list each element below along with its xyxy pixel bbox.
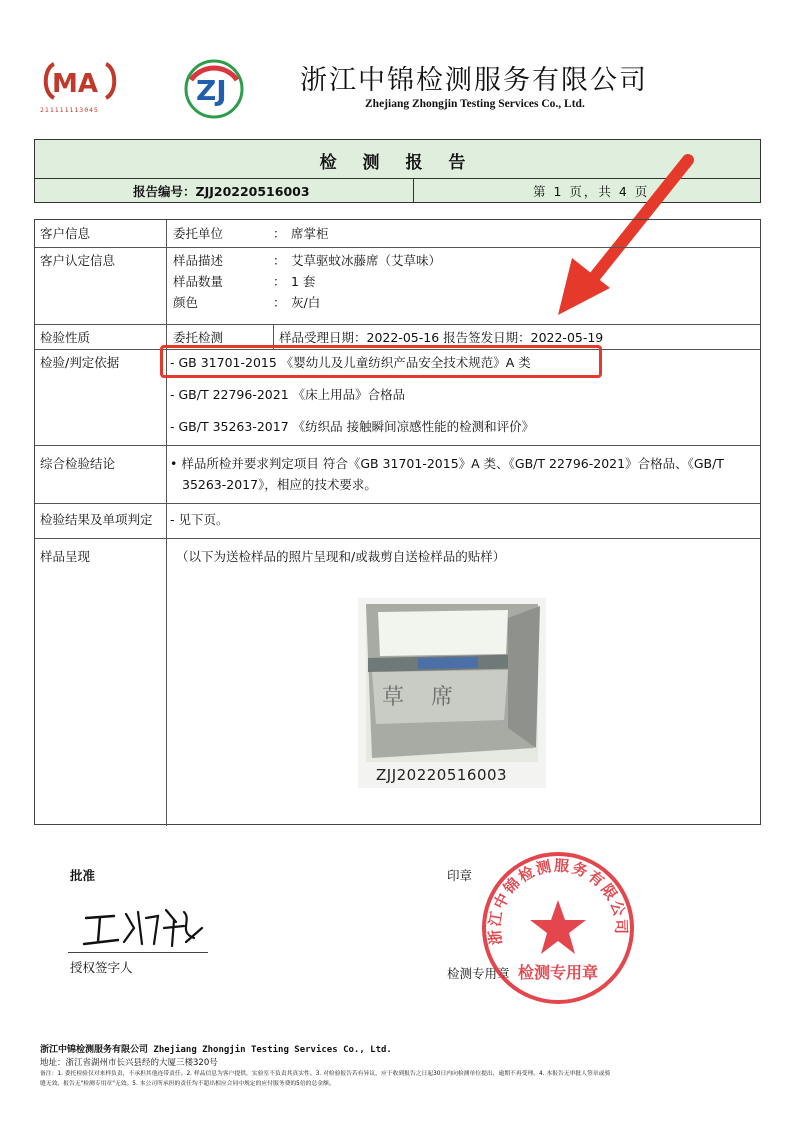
basis-item: - GB/T 22796-2021 《床上用品》合格品 — [170, 387, 406, 402]
color-key: 颜色 — [173, 295, 199, 310]
seal-label: 印章 — [447, 868, 473, 883]
footer-company: 浙江中锦检测服务有限公司 Zhejiang Zhongjin Testing Services Co., Ltd. — [40, 1045, 392, 1055]
highlight-box — [160, 345, 602, 378]
sample-desc-value: 艾草驱蚊冰藤席（艾草味） — [291, 253, 442, 268]
sample-qty-value: 1 套 — [291, 274, 316, 289]
colon: ： — [273, 226, 286, 241]
conclusion-line: 35263-2017》，相应的技术要求。 — [182, 477, 377, 492]
svg-text:ZJ: ZJ — [196, 74, 227, 107]
conclusion-line: • 样品所检并要求判定项目 符合《GB 31701-2015》A 类、《GB/T 22796-2021》合格品、《GB/T — [170, 456, 724, 471]
dates-value: 样品受理日期：2022-05-16 报告签发日期：2022-05-19 — [279, 330, 604, 345]
nature-value: 委托检测 — [173, 330, 224, 345]
cma-logo — [40, 58, 120, 104]
sample-info-label: 客户认定信息 — [40, 253, 116, 268]
colon: ： — [273, 253, 286, 268]
basis-item: - GB/T 35263-2017 《纺织品 接触瞬间凉感性能的检测和评价》 — [170, 419, 535, 434]
report-title: 检 测 报 告 — [319, 153, 476, 173]
client-value: 席掌柜 — [291, 226, 329, 241]
cma-code: 211111113045 — [40, 106, 99, 114]
colon: ： — [273, 274, 286, 289]
result-value: - 见下页。 — [170, 512, 229, 527]
client-info-label: 客户信息 — [40, 226, 91, 241]
signature-line — [68, 952, 208, 953]
footer-note: 缝无效，报告无"检测专用章"无效。5. 本公司所承担的责任均不超出相应合同中规定的应付服务费的5倍的总金额。 — [40, 1081, 335, 1087]
company-name-en: Zhejiang Zhongjin Testing Services Co., Ltd. — [365, 98, 585, 110]
footer-address: 地址：浙江省湖州市长兴县经的大厦三楼320号 — [40, 1058, 218, 1068]
title-column-divider — [413, 178, 414, 202]
seal-bottom-text: 检测专用章 — [517, 963, 599, 982]
approve-label: 批准 — [70, 868, 96, 883]
seal-type-label: 检测专用章 — [447, 966, 510, 981]
svg-text:MA: MA — [52, 69, 98, 99]
photo-label-text: 草 席 — [382, 685, 463, 710]
footer-note: 备注：1. 委托检验仅对来样负责，不承担其他连带责任。2. 样品信息为客户提供，实验室不负责其真实性。3. 对检验报告若有异议，应于收到报告之日起30日内向检测单位提出，逾期不再受理。4. 本报告无审批人签章或骑 — [40, 1071, 611, 1077]
basis-label: 检验/判定依据 — [40, 355, 120, 370]
company-name-cn: 浙江中锦检测服务有限公司 — [300, 65, 648, 96]
signer-label: 授权签字人 — [70, 960, 133, 975]
sample-desc-key: 样品描述 — [173, 253, 224, 268]
color-value: 灰/白 — [291, 295, 321, 310]
report-number: 报告编号：ZJJ20220516003 — [133, 184, 310, 199]
page-number: 第 1 页，共 4 页 — [533, 184, 650, 199]
presentation-note: （以下为送检样品的照片呈现和/或裁剪自送检样品的贴样） — [176, 549, 506, 564]
photo-caption: ZJJ20220516003 — [376, 766, 508, 784]
seal-ring-text: 浙江中锦检测服务有限公司 — [485, 856, 631, 946]
result-label: 检验结果及单项判定 — [40, 512, 153, 527]
client-key: 委托单位 — [173, 226, 224, 241]
nature-label: 检验性质 — [40, 330, 91, 345]
colon: ： — [273, 295, 286, 310]
sample-qty-key: 样品数量 — [173, 274, 224, 289]
handwritten-signature — [80, 898, 210, 952]
conclusion-label: 综合检验结论 — [40, 456, 116, 471]
zj-logo — [183, 58, 245, 120]
company-seal — [478, 848, 638, 1008]
sample-photo — [358, 598, 546, 788]
presentation-label: 样品呈现 — [40, 549, 91, 564]
basis-item: - GB 31701-2015 《婴幼儿及儿童纺织产品安全技术规范》A 类 — [170, 355, 531, 370]
